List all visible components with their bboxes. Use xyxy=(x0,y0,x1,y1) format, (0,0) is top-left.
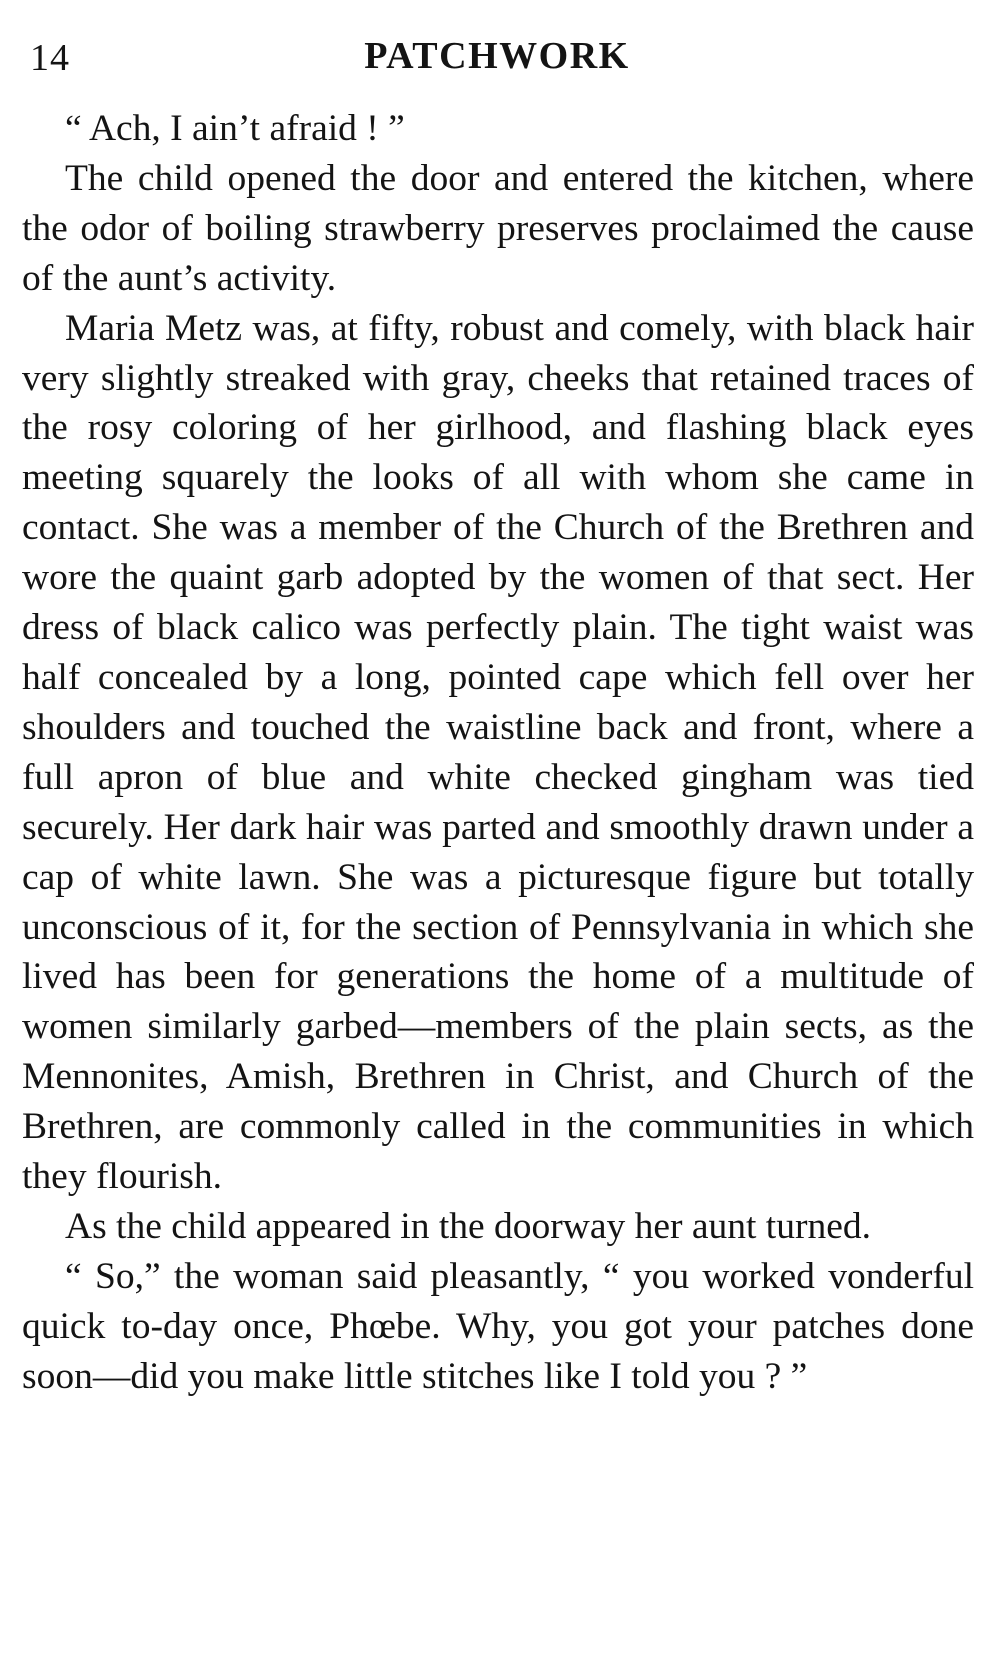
page-header xyxy=(22,28,972,88)
page-number: 14 xyxy=(30,37,70,79)
paragraph-kitchen: The child opened the door and entered the kitchen, where the odor of boiling strawberry preserves proclaimed the cause of the aunt’s activity. xyxy=(22,157,974,299)
paragraph-aunt-turned: As the child appeared in the doorway her aunt turned. xyxy=(65,1205,871,1247)
body-text xyxy=(22,104,974,1402)
paragraph-dialogue-2: “ So,” the woman said pleasantly, “ you worked vonderful quick to-day once, Phœbe. Why, you got your patches done soon—did you make little stitches like I told you ? ” xyxy=(22,1255,974,1397)
paragraph-maria-description: Maria Metz was, at fifty, robust and comely, with black hair very slightly streaked with gray, cheeks that retained traces of the rosy coloring of her girlhood, and flashing black eyes meeting squarely the looks of all with whom she came in contact. She was a member of the Church of the Brethren and wore the quaint garb adopted by the women of that sect. Her dress of black calico was perfectly plain. The tight waist was half concealed by a long, pointed cape which fell over her shoulders and touched the waistline back and front, where a full apron of blue and white checked gingham was tied securely. Her dark hair was parted and smoothly drawn under a cap of white lawn. She was a picturesque figure but totally unconscious of it, for the section of Pennsylvania in which she lived has been for generations the home of a multitude of women similarly garbed—members of the plain sects, as the Mennonites, Amish, Brethren in Christ, and Church of the Brethren, are commonly called in the communities in which they flourish. xyxy=(22,307,974,1198)
paragraph-dialogue-1: “ Ach, I ain’t afraid ! ” xyxy=(65,108,405,149)
running-title: PATCHWORK xyxy=(364,35,630,77)
